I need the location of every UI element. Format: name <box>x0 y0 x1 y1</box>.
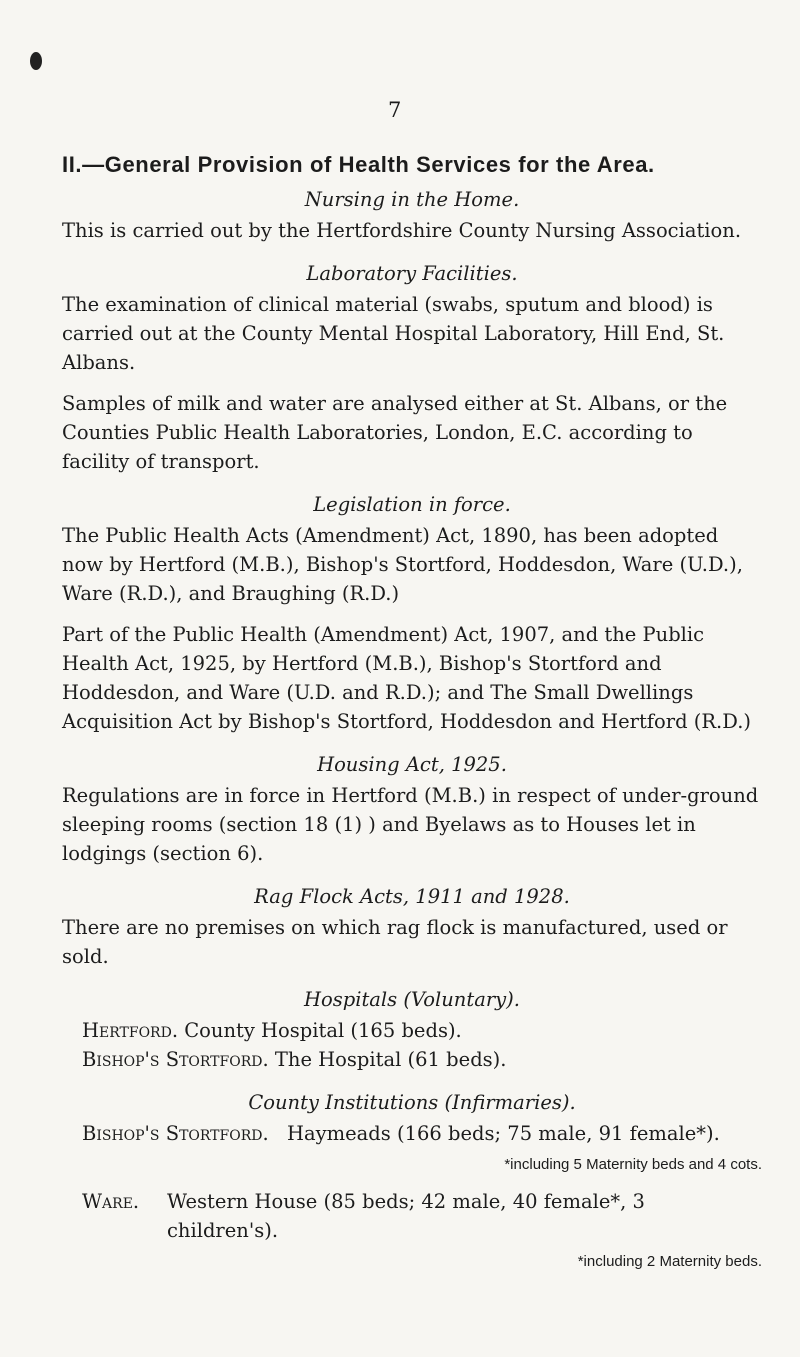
housing-title: Housing Act, 1925. <box>317 753 507 776</box>
hospital-text: The Hospital (61 beds). <box>274 1048 507 1071</box>
institution-text: Western House (85 beds; 42 male, 40 female*, 3 children's). <box>167 1190 645 1242</box>
housing-text: Regulations are in force in Hertford (M.B.) in respect of under-ground sleeping rooms (section 18 (1) ) and Byelaws as to Houses let in lodgings (section 6). <box>62 784 759 865</box>
institutions-title: County Institutions (Infirmaries). <box>248 1091 576 1114</box>
legislation-paragraph-2: Part of the Public Health (Amendment) Act, 1907, and the Public Health Act, 1925, by Hertford (M.B.), Bishop's Stortford and Hoddesdon, and Ware (U.D. and R.D.); and The Small Dwellings Acquisition Act by Bishop's Stortford, Hoddesdon and Hertford (R.D.) <box>62 623 752 733</box>
section-heading: II.—General Provision of Health Services for the Area. <box>62 152 655 177</box>
rag-flock-text: There are no premises on which rag flock is manufactured, used or sold. <box>62 916 728 968</box>
page-content <box>62 150 762 1284</box>
page-number: 7 <box>388 98 402 122</box>
institution-entry-ware <box>62 1187 762 1276</box>
hospital-place: Bishop's Stortford. <box>82 1048 269 1071</box>
nursing-title: Nursing in the Home. <box>304 188 520 211</box>
institution-place: Bishop's Stortford. <box>82 1122 269 1145</box>
institution-entry-bishops-stortford <box>62 1119 762 1179</box>
laboratory-paragraph-2: Samples of milk and water are analysed either at St. Albans, or the Counties Public Health Laboratories, London, E.C. according to facility of transport. <box>62 392 728 473</box>
rag-flock-title: Rag Flock Acts, 1911 and 1928. <box>254 885 570 908</box>
hospital-entry-bishops-stortford <box>62 1045 762 1074</box>
hospitals-title: Hospitals (Voluntary). <box>304 988 520 1011</box>
institution-footnote: *including 5 Maternity beds and 4 cots. <box>504 1156 762 1173</box>
hospital-entry-hertford <box>62 1016 762 1045</box>
institution-footnote: *including 2 Maternity beds. <box>577 1253 762 1270</box>
legislation-title: Legislation in force. <box>313 493 511 516</box>
legislation-paragraph-1: The Public Health Acts (Amendment) Act, 1890, has been adopted now by Hertford (M.B.), Bishop's Stortford, Hoddesdon, Ware (U.D.), Ware (R.D.), and Braughing (R.D.) <box>62 524 743 605</box>
institution-text: Haymeads (166 beds; 75 male, 91 female*). <box>287 1122 720 1145</box>
hospital-text: County Hospital (165 beds). <box>184 1019 462 1042</box>
institution-place: Ware. <box>82 1190 140 1213</box>
laboratory-title: Laboratory Facilities. <box>306 262 518 285</box>
punch-hole-mark <box>30 52 42 70</box>
hospital-place: Hertford. <box>82 1019 179 1042</box>
nursing-text: This is carried out by the Hertfordshire County Nursing Association. <box>62 219 742 242</box>
laboratory-paragraph-1: The examination of clinical material (swabs, sputum and blood) is carried out at the County Mental Hospital Laboratory, Hill End, St. Albans. <box>62 293 725 374</box>
